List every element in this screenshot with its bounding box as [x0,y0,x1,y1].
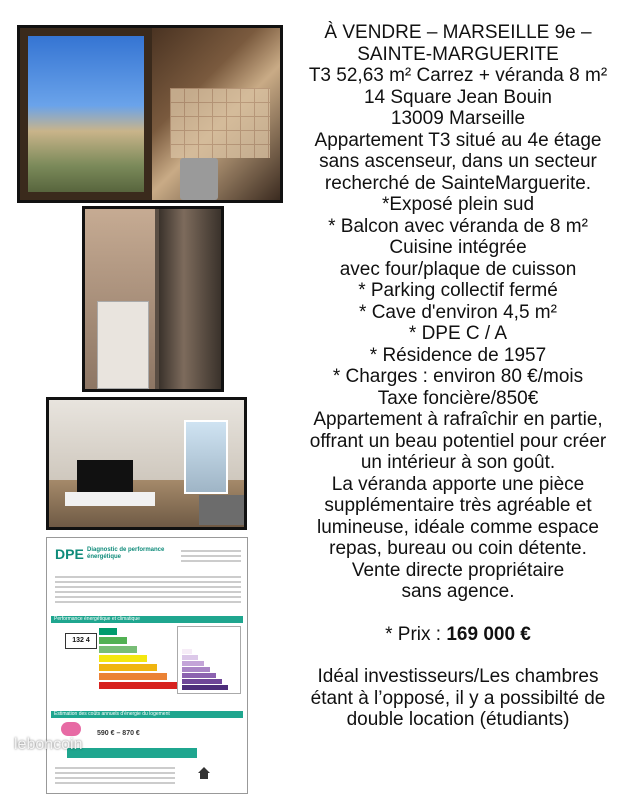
listing-line: * Balcon avec véranda de 8 m² [328,215,588,237]
listing-line: * Parking collectif fermé [358,280,558,301]
listing-line: Taxe foncière/850€ [377,387,539,409]
dpe-document [46,537,248,794]
energy-class-bar [99,664,157,671]
listing-line: T3 52,63 m² Carrez + véranda 8 m² [308,65,608,86]
listing-line: À VENDRE – MARSEILLE 9e – [324,22,592,43]
listing-investor-note [280,666,636,731]
ges-class-bar [182,661,204,666]
shower-door [159,209,221,389]
dpe-band-energy: Performance énergétique et climatique [51,616,243,623]
listing-line: étant à l’opposé, il y a possibilté de [310,687,606,709]
energy-class-bar [99,673,167,680]
television [77,460,133,492]
listing-line: lumineuse, idéale comme espace [317,516,599,538]
listing-line: 14 Square Jean Bouin [363,86,553,108]
dpe-info-block [55,573,241,611]
price-label: * Prix : [385,623,447,645]
listing-price [280,624,636,646]
window-frame [20,28,152,200]
energy-class-bar [99,655,147,662]
listing-line: * Cave d'environ 4,5 m² [359,301,557,323]
ges-class-bar [182,679,222,684]
piggy-bank-icon [61,722,81,736]
listing-line: 13009 Marseille [390,108,526,129]
listing-text [280,22,636,731]
photo-bathroom [82,206,224,392]
listing-line: double location (étudiants) [346,709,570,730]
house-icon [197,766,211,780]
energy-class-bar [99,646,137,653]
energy-class-bar [99,637,127,644]
listing-line: * DPE C / A [408,323,508,344]
photo-living-room [46,397,247,530]
ges-class-bar [182,649,192,654]
listing-line: repas, bureau ou coin détente. [329,538,587,559]
listing-line: supplémentaire très agréable et [324,495,592,516]
dpe-logo: DPE [55,546,84,562]
dpe-footer [55,764,175,787]
sofa [199,495,244,525]
listing-line: sans agence. [401,581,515,602]
coffee-machine [180,158,218,200]
listing-line: SAINTE-MARGUERITE [357,43,559,65]
listing-line: Vente directe propriétaire [351,559,565,581]
dpe-cost-range: 590 € – 870 € [97,730,140,737]
dpe-title: Diagnostic de performance énergétique [87,547,165,560]
listing-line: sans ascenseur, dans un secteur [319,151,597,172]
dpe-note-band [67,748,197,758]
listing-line: La véranda apporte une pièce [331,473,585,495]
dpe-reference [181,547,241,565]
listing-line: * Charges : environ 80 €/mois [332,366,584,387]
listing-line: recherché de SainteMarguerite. [324,172,592,194]
dpe-band-costs: Estimation des coûts annuels d'énergie du logement [51,711,243,718]
listing-line: *Exposé plein sud [381,194,535,215]
dpe-ges-scale [177,626,241,694]
listing-line: Appartement T3 situé au 4e étage [314,129,602,151]
dpe-energy-value: 132 4 [65,633,97,649]
listing-line: Cuisine intégrée [389,237,527,258]
tv-unit [65,492,155,506]
listing-line: * Résidence de 1957 [369,344,547,366]
listing-line: avec four/plaque de cuisson [339,258,577,280]
ges-class-bar [182,655,198,660]
listing-line: Idéal investisseurs/Les chambres [317,666,599,687]
ges-class-bar [182,685,228,690]
listing-line: Appartement à rafraîchir en partie, [313,409,603,430]
listing-line: un intérieur à son goût. [360,452,556,473]
ges-class-bar [182,673,216,678]
price-value: 169 000 € [446,623,531,645]
photo-window-kitchen [17,25,283,203]
living-window [184,420,228,494]
bathroom-cabinet [97,301,149,389]
kitchen-tiles [170,88,270,158]
listing-description [280,22,636,603]
listing-line: offrant un beau potentiel pour créer [309,430,607,452]
energy-class-bar [99,682,177,689]
leboncoin-watermark: leboncoin [14,736,83,753]
ges-class-bar [182,667,210,672]
energy-class-bar [99,628,117,635]
